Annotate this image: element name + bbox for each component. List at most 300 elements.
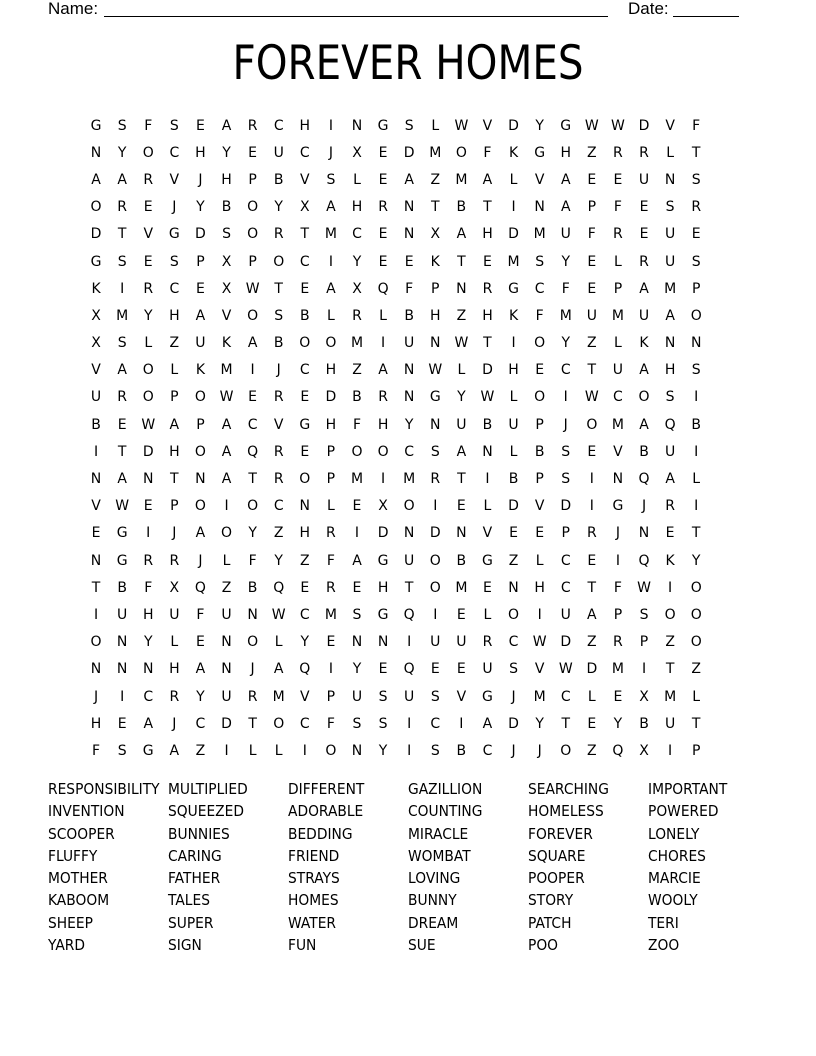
grid-letter: Z — [508, 552, 519, 569]
grid-letter: B — [299, 307, 310, 324]
word-list-item: POOPER — [528, 869, 585, 888]
word-list-item: SQUEEZED — [168, 802, 244, 821]
grid-letter: W — [584, 117, 599, 134]
grid-letter: I — [120, 280, 125, 297]
grid-letter: Y — [561, 335, 571, 352]
grid-letter: I — [589, 471, 594, 488]
grid-letter: O — [247, 634, 259, 651]
grid-letter: S — [665, 389, 675, 406]
grid-letter: S — [274, 307, 284, 324]
grid-letter: T — [457, 253, 466, 270]
page-title: FOREVER HOMES — [232, 36, 584, 91]
grid-letter: T — [117, 443, 127, 460]
grid-letter: F — [92, 742, 101, 759]
grid-letter: E — [587, 715, 597, 732]
grid-letter: R — [639, 253, 649, 270]
grid-letter: N — [90, 471, 102, 488]
word-list-item: RESPONSIBILITY — [48, 780, 160, 798]
grid-row — [83, 710, 709, 737]
grid-row — [83, 139, 709, 166]
grid-letter: U — [351, 688, 363, 705]
grid-letter: I — [407, 634, 412, 651]
grid-letter: B — [456, 199, 467, 216]
grid-letter: J — [198, 552, 203, 569]
grid-letter: A — [665, 307, 675, 324]
grid-letter: Z — [456, 307, 467, 324]
grid-letter: S — [561, 471, 571, 488]
grid-letter: W — [532, 634, 547, 651]
grid-letter: O — [247, 226, 259, 243]
grid-letter: V — [456, 688, 467, 705]
grid-letter: Y — [535, 715, 544, 732]
word-list-item: SUPER — [168, 913, 214, 932]
grid-letter: A — [404, 171, 414, 188]
grid-letter: G — [377, 552, 389, 569]
grid-letter: E — [456, 498, 466, 515]
grid-letter: Z — [691, 661, 701, 678]
grid-letter: S — [169, 253, 179, 270]
grid-letter: P — [170, 389, 179, 406]
grid-letter: W — [428, 362, 443, 379]
grid-letter: M — [507, 253, 520, 270]
word-list-item: WOMBAT — [408, 846, 471, 865]
grid-letter: E — [587, 280, 597, 297]
grid-letter: S — [561, 443, 571, 460]
grid-letter: M — [272, 688, 285, 705]
grid-letter: T — [430, 199, 440, 216]
grid-row — [83, 493, 709, 520]
grid-letter: V — [534, 661, 545, 678]
grid-letter: R — [378, 389, 388, 406]
grid-letter: U — [117, 606, 128, 623]
grid-letter: D — [90, 226, 102, 243]
grid-letter: A — [195, 307, 206, 324]
grid-letter: B — [508, 471, 519, 488]
grid-letter: E — [248, 144, 258, 161]
grid-letter: K — [508, 144, 519, 161]
grid-letter: A — [482, 171, 493, 188]
grid-letter: B — [273, 171, 284, 188]
grid-letter: O — [194, 389, 206, 406]
grid-letter: N — [90, 661, 102, 678]
grid-letter: E — [535, 362, 545, 379]
grid-letter: R — [378, 199, 388, 216]
grid-letter: D — [508, 226, 519, 243]
word-list-item: SUE — [408, 936, 436, 955]
word-list-item: ZOO — [648, 936, 680, 955]
word-list-item: SCOOPER — [48, 824, 115, 843]
grid-letter: M — [611, 307, 624, 324]
grid-letter: I — [694, 498, 699, 515]
grid-letter: E — [587, 171, 597, 188]
grid-letter: I — [328, 117, 333, 134]
grid-letter: V — [300, 171, 310, 188]
grid-letter: U — [638, 307, 650, 324]
grid-letter: N — [403, 199, 415, 216]
letter-grid — [83, 112, 709, 765]
grid-letter: P — [561, 525, 570, 542]
grid-letter: R — [613, 634, 623, 651]
grid-letter: X — [91, 335, 101, 352]
grid-letter: Y — [352, 661, 362, 678]
grid-letter: R — [326, 579, 336, 596]
grid-letter: P — [535, 416, 544, 433]
grid-letter: S — [326, 171, 336, 188]
grid-letter: T — [117, 226, 127, 243]
grid-letter: B — [456, 552, 467, 569]
grid-letter: Y — [561, 253, 571, 270]
grid-letter: O — [429, 579, 441, 596]
date-field-line — [673, 16, 739, 17]
grid-letter: R — [665, 498, 675, 515]
grid-letter: B — [639, 443, 649, 460]
grid-letter: N — [456, 280, 467, 297]
word-column — [648, 778, 768, 956]
grid-letter: O — [194, 443, 206, 460]
grid-letter: M — [350, 335, 364, 352]
grid-letter: N — [534, 199, 545, 216]
grid-letter: J — [537, 742, 542, 759]
grid-letter: D — [508, 117, 519, 134]
grid-letter: O — [299, 471, 311, 488]
grid-letter: P — [613, 606, 623, 623]
grid-letter: W — [637, 579, 651, 596]
grid-letter: S — [352, 715, 362, 732]
grid-row — [83, 384, 709, 411]
grid-letter: O — [690, 606, 702, 623]
grid-letter: F — [692, 117, 701, 134]
grid-row — [83, 601, 709, 628]
grid-letter: X — [169, 579, 180, 596]
grid-letter: S — [430, 742, 440, 759]
grid-letter: A — [91, 171, 101, 188]
grid-letter: F — [144, 579, 153, 596]
grid-letter: M — [324, 606, 337, 623]
grid-letter: H — [482, 307, 493, 324]
grid-letter: O — [560, 742, 572, 759]
grid-letter: U — [404, 688, 415, 705]
grid-letter: Z — [587, 335, 597, 352]
grid-letter: E — [378, 171, 388, 188]
grid-letter: C — [273, 117, 284, 134]
grid-letter: Y — [457, 389, 466, 406]
grid-letter: Z — [352, 362, 362, 379]
grid-letter: U — [482, 661, 493, 678]
grid-letter: S — [117, 335, 127, 352]
grid-letter: M — [429, 144, 442, 161]
grid-letter: U — [664, 715, 676, 732]
grid-letter: U — [586, 307, 597, 324]
grid-letter: J — [93, 688, 99, 705]
grid-row — [83, 166, 709, 193]
grid-letter: R — [613, 226, 623, 243]
word-column — [408, 778, 528, 956]
grid-letter: Y — [196, 199, 205, 216]
grid-letter: A — [352, 552, 362, 569]
grid-letter: O — [690, 634, 702, 651]
grid-letter: R — [117, 389, 127, 406]
grid-letter: I — [433, 606, 438, 623]
word-list-item: INVENTION — [48, 802, 125, 821]
grid-letter: N — [247, 606, 258, 623]
grid-letter: A — [560, 171, 571, 188]
grid-letter: G — [508, 280, 519, 297]
worksheet-header — [48, 0, 748, 20]
grid-letter: M — [455, 579, 468, 596]
grid-letter: Z — [221, 579, 232, 596]
grid-letter: U — [404, 335, 415, 352]
grid-letter: C — [273, 498, 284, 515]
grid-letter: O — [534, 389, 546, 406]
grid-letter: Z — [169, 335, 180, 352]
grid-letter: L — [509, 389, 518, 406]
grid-letter: E — [326, 634, 336, 651]
grid-letter: X — [639, 742, 649, 759]
grid-letter: T — [300, 226, 310, 243]
grid-letter: O — [690, 307, 702, 324]
grid-letter: I — [328, 253, 333, 270]
grid-letter: A — [639, 416, 649, 433]
word-list-item: GAZILLION — [408, 780, 483, 798]
grid-letter: T — [691, 525, 701, 542]
word-list-item: CHORES — [648, 846, 706, 865]
grid-letter: I — [563, 389, 568, 406]
grid-letter: I — [668, 579, 673, 596]
grid-letter: P — [326, 688, 336, 705]
grid-letter: E — [430, 661, 440, 678]
grid-letter: S — [665, 199, 675, 216]
grid-letter: J — [615, 525, 620, 542]
grid-letter: W — [558, 661, 573, 678]
grid-letter: U — [638, 171, 650, 188]
grid-letter: G — [142, 742, 154, 759]
grid-letter: H — [377, 416, 389, 433]
grid-letter: L — [248, 742, 257, 759]
word-list-item: MIRACLE — [408, 824, 469, 843]
grid-letter: Q — [638, 552, 650, 569]
grid-letter: E — [300, 389, 310, 406]
grid-letter: P — [535, 471, 544, 488]
grid-letter: O — [325, 335, 337, 352]
grid-letter: A — [456, 226, 467, 243]
grid-letter: E — [378, 144, 388, 161]
grid-letter: L — [483, 498, 492, 515]
grid-letter: S — [222, 226, 231, 243]
word-list-item: WATER — [288, 913, 336, 932]
grid-letter: U — [612, 362, 624, 379]
grid-letter: F — [144, 117, 153, 134]
grid-letter: C — [299, 253, 310, 270]
grid-letter: N — [351, 742, 363, 759]
grid-letter: V — [91, 362, 101, 379]
grid-letter: E — [639, 226, 649, 243]
grid-letter: N — [377, 634, 389, 651]
grid-letter: F — [405, 280, 414, 297]
grid-letter: N — [403, 226, 415, 243]
grid-letter: O — [142, 144, 154, 161]
grid-letter: B — [456, 742, 467, 759]
grid-letter: L — [222, 552, 231, 569]
grid-letter: S — [639, 606, 649, 623]
grid-letter: I — [224, 742, 229, 759]
word-list-item: POWERED — [648, 802, 719, 821]
grid-letter: M — [350, 471, 364, 488]
grid-letter: S — [169, 117, 179, 134]
grid-letter: D — [560, 634, 572, 651]
grid-letter: R — [143, 171, 154, 188]
grid-letter: X — [639, 688, 649, 705]
grid-letter: N — [482, 443, 493, 460]
grid-letter: R — [169, 688, 180, 705]
grid-letter: L — [353, 171, 361, 188]
grid-letter: H — [664, 362, 676, 379]
grid-letter: T — [483, 335, 492, 352]
grid-letter: J — [198, 171, 203, 188]
word-list-item: SQUARE — [528, 846, 586, 865]
grid-letter: L — [170, 362, 179, 379]
grid-letter: C — [169, 144, 180, 161]
grid-letter: U — [456, 634, 467, 651]
grid-letter: O — [247, 307, 259, 324]
word-list-item: STORY — [528, 891, 574, 910]
word-list-item: TALES — [168, 891, 210, 910]
grid-letter: O — [247, 498, 259, 515]
grid-letter: E — [378, 253, 388, 270]
grid-letter: P — [691, 742, 701, 759]
grid-letter: F — [613, 199, 622, 216]
grid-letter: I — [511, 335, 516, 352]
word-list-item: FLUFFY — [48, 846, 98, 865]
grid-letter: P — [248, 253, 257, 270]
word-list-item: DREAM — [408, 913, 459, 932]
grid-letter: V — [91, 498, 101, 515]
grid-letter: Q — [612, 742, 624, 759]
grid-letter: V — [534, 171, 545, 188]
grid-letter: M — [611, 416, 624, 433]
grid-letter: Y — [535, 117, 544, 134]
grid-letter: F — [535, 307, 544, 324]
grid-letter: H — [325, 362, 337, 379]
grid-letter: I — [302, 742, 307, 759]
grid-letter: F — [196, 606, 205, 623]
grid-letter: N — [638, 525, 650, 542]
grid-letter: Y — [274, 552, 283, 569]
grid-letter: G — [299, 416, 311, 433]
grid-letter: V — [534, 498, 545, 515]
grid-letter: B — [221, 199, 232, 216]
grid-letter: L — [483, 606, 492, 623]
grid-letter: E — [587, 443, 597, 460]
grid-letter: H — [325, 416, 337, 433]
grid-letter: D — [325, 389, 337, 406]
grid-letter: S — [691, 253, 701, 270]
grid-letter: C — [482, 742, 493, 759]
grid-letter: F — [587, 226, 596, 243]
grid-letter: E — [378, 661, 388, 678]
grid-letter: O — [534, 335, 546, 352]
grid-letter: U — [221, 688, 232, 705]
grid-letter: V — [482, 525, 493, 542]
word-list-item: DIFFERENT — [288, 780, 365, 798]
grid-letter: U — [664, 226, 676, 243]
grid-letter: J — [511, 688, 516, 705]
grid-letter: T — [483, 199, 492, 216]
word-list-item: MULTIPLIED — [168, 780, 248, 798]
grid-letter: O — [351, 443, 363, 460]
grid-letter: E — [143, 253, 153, 270]
grid-letter: D — [429, 525, 441, 542]
word-list-item: BUNNY — [408, 891, 457, 910]
grid-letter: K — [221, 335, 232, 352]
grid-letter: S — [430, 443, 440, 460]
grid-letter: S — [117, 742, 127, 759]
grid-letter: P — [326, 443, 336, 460]
grid-letter: A — [456, 443, 467, 460]
grid-letter: Y — [613, 715, 623, 732]
grid-letter: O — [508, 606, 520, 623]
grid-letter: Y — [691, 552, 701, 569]
grid-letter: I — [120, 688, 125, 705]
grid-letter: I — [381, 471, 386, 488]
grid-letter: E — [91, 525, 101, 542]
grid-row — [83, 194, 709, 221]
grid-letter: T — [248, 471, 257, 488]
grid-letter: E — [300, 443, 310, 460]
grid-letter: H — [508, 362, 519, 379]
grid-letter: U — [664, 443, 676, 460]
grid-letter: R — [691, 199, 702, 216]
grid-letter: A — [195, 661, 206, 678]
grid-letter: N — [142, 471, 154, 488]
grid-letter: R — [143, 280, 154, 297]
grid-letter: H — [142, 606, 154, 623]
grid-letter: A — [117, 171, 127, 188]
grid-letter: Q — [247, 443, 259, 460]
grid-letter: X — [378, 498, 388, 515]
word-column — [288, 778, 408, 956]
grid-letter: V — [221, 307, 232, 324]
word-list-item: ADORABLE — [288, 802, 364, 821]
grid-letter: E — [456, 606, 466, 623]
grid-letter: A — [247, 335, 258, 352]
grid-letter: N — [221, 661, 232, 678]
grid-row — [83, 465, 709, 492]
grid-letter: I — [485, 471, 490, 488]
grid-letter: N — [351, 117, 363, 134]
grid-letter: W — [454, 117, 469, 134]
grid-letter: W — [611, 117, 625, 134]
grid-letter: B — [273, 335, 284, 352]
grid-letter: L — [144, 335, 153, 352]
grid-letter: E — [483, 253, 492, 270]
grid-letter: N — [403, 525, 415, 542]
word-list-item: SIGN — [168, 936, 202, 955]
grid-row — [83, 737, 709, 764]
grid-letter: T — [587, 579, 597, 596]
grid-letter: L — [692, 471, 701, 488]
grid-letter: B — [91, 416, 101, 433]
grid-letter: L — [457, 362, 466, 379]
grid-letter: G — [429, 389, 441, 406]
grid-letter: Q — [299, 661, 311, 678]
grid-letter: O — [325, 742, 337, 759]
grid-letter: P — [326, 471, 336, 488]
grid-letter: C — [560, 579, 571, 596]
grid-letter: K — [91, 280, 101, 297]
grid-letter: Z — [300, 552, 310, 569]
grid-letter: M — [533, 688, 546, 705]
grid-letter: A — [221, 416, 232, 433]
